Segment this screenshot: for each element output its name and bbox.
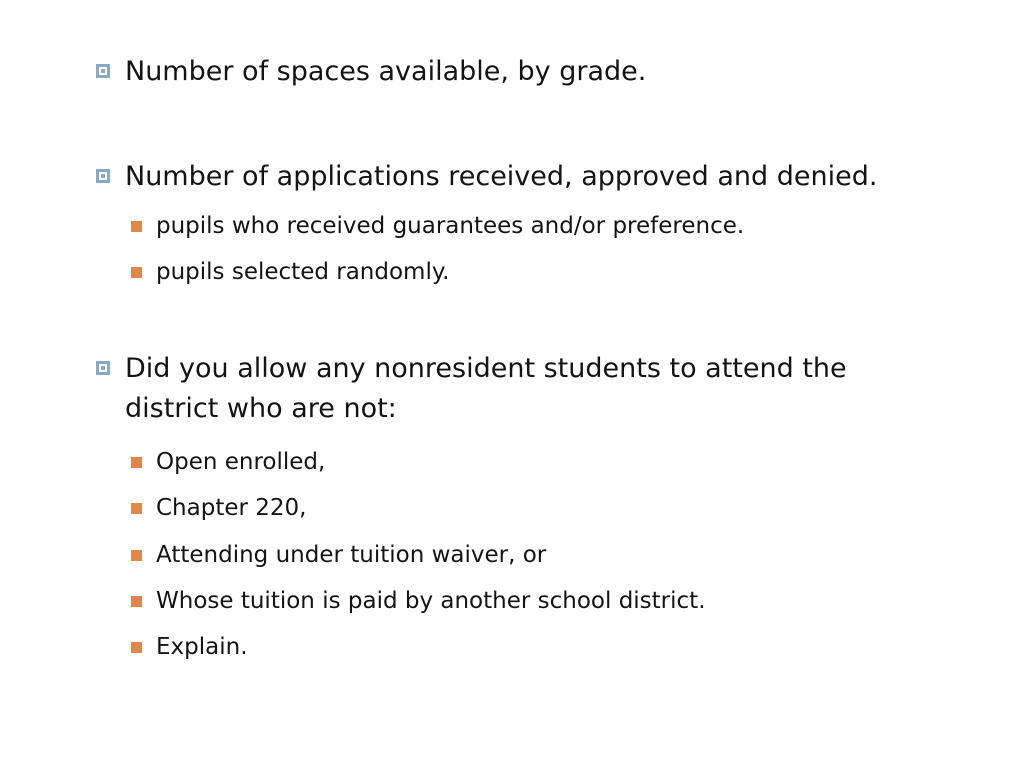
bullet-text: Number of spaces available, by grade.: [125, 56, 647, 87]
square-bullet-icon: [96, 361, 110, 375]
sub-bullet-random: [131, 257, 991, 287]
square-bullet-icon: [96, 169, 110, 183]
sub-bullet-text: pupils who received guarantees and/or preference.: [156, 213, 745, 239]
bullet-nonresident-students: [96, 349, 886, 429]
filled-square-bullet-icon: [131, 457, 142, 468]
filled-square-bullet-icon: [131, 550, 142, 561]
sub-bullet-text: Attending under tuition waiver, or: [156, 542, 547, 568]
filled-square-bullet-icon: [131, 642, 142, 653]
filled-square-bullet-icon: [131, 267, 142, 278]
sub-bullet-open-enrolled: [131, 447, 991, 477]
sub-bullet-tuition-waiver: [131, 540, 991, 570]
sub-bullet-explain: [131, 632, 991, 662]
sub-bullet-text: Explain.: [156, 634, 248, 660]
square-bullet-icon: [96, 64, 110, 78]
sub-bullet-text: Whose tuition is paid by another school district.: [156, 588, 706, 614]
filled-square-bullet-icon: [131, 503, 142, 514]
sub-bullet-chapter-220: [131, 493, 991, 523]
bullet-applications: [96, 157, 976, 197]
sub-bullet-text: pupils selected randomly.: [156, 259, 450, 285]
filled-square-bullet-icon: [131, 596, 142, 607]
bullet-text: Number of applications received, approved and denied.: [125, 161, 878, 192]
filled-square-bullet-icon: [131, 221, 142, 232]
sub-bullet-text: Open enrolled,: [156, 449, 326, 475]
bullet-text: Did you allow any nonresident students to attend the district who are not:: [125, 353, 847, 424]
sub-bullet-tuition-paid: [131, 586, 991, 616]
bullet-spaces-available: [96, 52, 976, 92]
sub-bullet-text: Chapter 220,: [156, 495, 307, 521]
sub-bullet-guarantees: [131, 211, 991, 241]
